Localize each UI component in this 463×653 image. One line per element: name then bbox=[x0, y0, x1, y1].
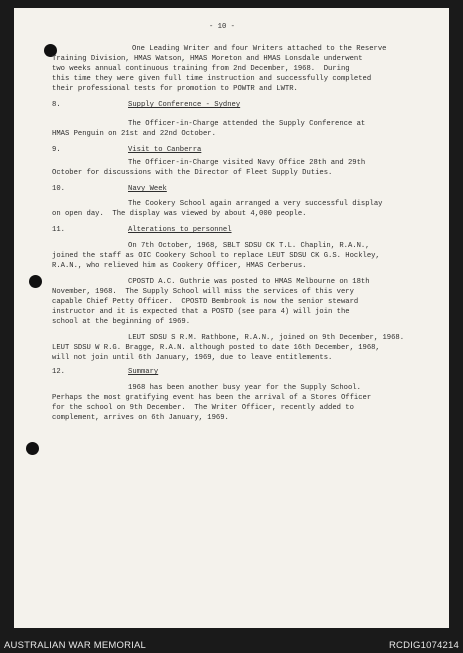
section-line: Perhaps the most gratifying event has been the arrival of a Stores Officer bbox=[52, 394, 372, 402]
intro-line: their professional tests for promotion to POWTR and LWTR. bbox=[52, 85, 298, 93]
section-line: November, 1968. The Supply School will miss the services of this very bbox=[52, 288, 354, 296]
section-line: will not join until 6th January, 1969, due to leave entitlements. bbox=[52, 354, 333, 362]
section-number: 12. bbox=[52, 368, 65, 376]
section-number: 9. bbox=[52, 146, 61, 154]
intro-line: Training Division, HMAS Watson, HMAS Moreton and HMAS Lonsdale underwent bbox=[52, 55, 363, 63]
intro-line: two weeks annual continuous training from 2nd December, 1968. During bbox=[52, 65, 350, 73]
section-line: 1968 has been another busy year for the Supply School. bbox=[128, 384, 361, 392]
section-line: The Cookery School again arranged a very successful display bbox=[128, 200, 383, 208]
section-line: school at the beginning of 1969. bbox=[52, 318, 191, 326]
footer-source: AUSTRALIAN WAR MEMORIAL bbox=[4, 640, 147, 651]
section-heading: Alterations to personnel bbox=[128, 226, 232, 234]
section-line: The Officer-in-Charge attended the Supply Conference at bbox=[128, 120, 366, 128]
section-line: CPOSTD A.C. Guthrie was posted to HMAS Melbourne on 18th bbox=[128, 278, 370, 286]
section-heading: Navy Week bbox=[128, 185, 167, 193]
section-number: 8. bbox=[52, 101, 61, 109]
section-line: HMAS Penguin on 21st and 22nd October. bbox=[52, 130, 216, 138]
section-line: capable Chief Petty Officer. CPOSTD Bembrook is now the senior steward bbox=[52, 298, 359, 306]
intro-line: this time they were given full time instruction and successfully completed bbox=[52, 75, 372, 83]
section-line: R.A.N., who relieved him as Cookery Officer, HMAS Cerberus. bbox=[52, 262, 307, 270]
section-line: complement, arrives on 6th January, 1969. bbox=[52, 414, 229, 422]
archive-footer bbox=[0, 628, 463, 653]
section-line: joined the staff as OIC Cookery School to replace LEUT SDSU CK G.S. Hockley, bbox=[52, 252, 380, 260]
footer-id: RCDIG1074214 bbox=[389, 640, 459, 651]
section-line: LEUT SDSU W R.G. Bragge, R.A.N. although posted to date 16th December, 1968, bbox=[52, 344, 380, 352]
section-line: for the school on 9th December. The Writer Officer, recently added to bbox=[52, 404, 354, 412]
section-heading: Visit to Canberra bbox=[128, 146, 202, 154]
document-page bbox=[14, 8, 449, 628]
section-line: instructor and it is expected that a POSTD (see para 4) will join the bbox=[52, 308, 350, 316]
intro-line: One Leading Writer and four Writers attached to the Reserve bbox=[132, 45, 387, 53]
section-line: on open day. The display was viewed by about 4,000 people. bbox=[52, 210, 307, 218]
section-heading: Summary bbox=[128, 368, 159, 376]
section-number: 10. bbox=[52, 185, 65, 193]
page-number: - 10 - bbox=[209, 23, 235, 31]
punch-hole-middle bbox=[29, 275, 42, 288]
section-heading: Supply Conference - Sydney bbox=[128, 101, 241, 109]
section-number: 11. bbox=[52, 226, 65, 234]
section-line: The Officer-in-Charge visited Navy Office 28th and 29th bbox=[128, 159, 366, 167]
section-line: On 7th October, 1968, SBLT SDSU CK T.L. Chaplin, R.A.N., bbox=[128, 242, 370, 250]
punch-hole-bottom bbox=[26, 442, 39, 455]
section-line: LEUT SDSU S R.M. Rathbone, R.A.N., joined on 9th December, 1968. bbox=[128, 334, 405, 342]
section-line: October for discussions with the Director of Fleet Supply Duties. bbox=[52, 169, 333, 177]
